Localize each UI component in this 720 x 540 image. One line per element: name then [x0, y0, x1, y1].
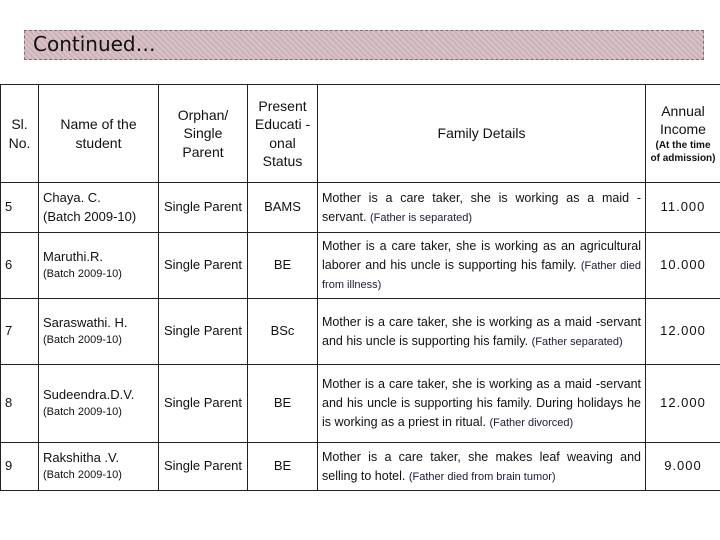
family-note: (Father is separated) — [369, 211, 473, 224]
student-batch: (Batch 2009-10) — [43, 405, 122, 418]
student-batch: (Batch 2009-10) — [43, 267, 122, 280]
header-income-note: (At the time of admission) — [650, 140, 716, 164]
row-orphan-status: Single Parent — [159, 183, 248, 233]
row-student-name — [39, 299, 159, 365]
student-batch: (Batch 2009-10) — [43, 333, 122, 346]
row-annual-income: 9.000 — [646, 443, 720, 491]
family-text: Mother is a care taker, she is working as a maid -servant and his uncle is supporting his family. During holidays he is working as a priest in ritual. — [322, 377, 641, 429]
row-education: BE — [248, 365, 318, 443]
row-family-details — [318, 183, 646, 233]
header-family-details: Family Details — [318, 85, 646, 183]
row-family-details — [318, 365, 646, 443]
row-sl-no: 7 — [1, 299, 39, 365]
row-education: BE — [248, 443, 318, 491]
header-orphan-single-parent: Orphan/ Single Parent — [159, 85, 248, 183]
row-student-name — [39, 233, 159, 299]
family-text: Mother is a care taker, she is working as an agricultural laborer and his uncle is supporting his family. — [322, 239, 641, 273]
family-text: Mother is a care taker, she makes leaf weaving and selling to hotel. — [322, 449, 641, 483]
family-text: Mother is a care taker, she is working as a maid -servant and his uncle is supporting his family. — [322, 314, 641, 348]
student-batch: (Batch 2009-10) — [43, 208, 137, 224]
row-orphan-status: Single Parent — [159, 365, 248, 443]
family-note: (Father separated) — [531, 335, 623, 348]
header-annual-income — [646, 85, 720, 183]
row-family-details — [318, 299, 646, 365]
row-sl-no: 9 — [1, 443, 39, 491]
table-row — [1, 233, 720, 299]
row-education: BAMS — [248, 183, 318, 233]
row-family-details — [318, 233, 646, 299]
slide-title: Continued… — [33, 32, 156, 56]
row-annual-income: 10.000 — [646, 233, 720, 299]
header-sl-no: Sl. No. — [1, 85, 39, 183]
table-row — [1, 299, 720, 365]
row-annual-income: 12.000 — [646, 299, 720, 365]
header-student-name: Name of the student — [39, 85, 159, 183]
student-name: Sudeendra.D.V. — [43, 387, 135, 403]
row-annual-income: 12.000 — [646, 365, 720, 443]
student-name: Rakshitha .V. — [43, 450, 120, 466]
table-header-row — [1, 85, 720, 183]
family-text: Mother is a care taker, she is working as a maid - servant. — [322, 190, 641, 224]
student-name: Maruthi.R. — [43, 249, 103, 265]
table-row — [1, 183, 720, 233]
header-annual-income-label: Annual Income — [660, 102, 706, 137]
row-student-name — [39, 183, 159, 233]
student-name: Saraswathi. H. — [43, 315, 128, 331]
family-note: (Father divorced) — [489, 416, 574, 429]
row-orphan-status: Single Parent — [159, 233, 248, 299]
row-sl-no: 5 — [1, 183, 39, 233]
student-name: Chaya. C. — [43, 189, 101, 205]
table-row — [1, 443, 720, 491]
row-sl-no: 6 — [1, 233, 39, 299]
row-annual-income: 11.000 — [646, 183, 720, 233]
row-orphan-status: Single Parent — [159, 443, 248, 491]
family-note: (Father died from illness) — [322, 260, 641, 291]
header-educational-status: Present Educati -onal Status — [248, 85, 318, 183]
row-sl-no: 8 — [1, 365, 39, 443]
row-education: BE — [248, 233, 318, 299]
row-education: BSc — [248, 299, 318, 365]
title-banner — [24, 30, 704, 60]
row-student-name — [39, 365, 159, 443]
family-note: (Father died from brain tumor) — [408, 470, 556, 483]
row-student-name — [39, 443, 159, 491]
row-orphan-status: Single Parent — [159, 299, 248, 365]
students-table — [0, 84, 720, 491]
table-row — [1, 365, 720, 443]
student-batch: (Batch 2009-10) — [43, 468, 122, 481]
row-family-details — [318, 443, 646, 491]
